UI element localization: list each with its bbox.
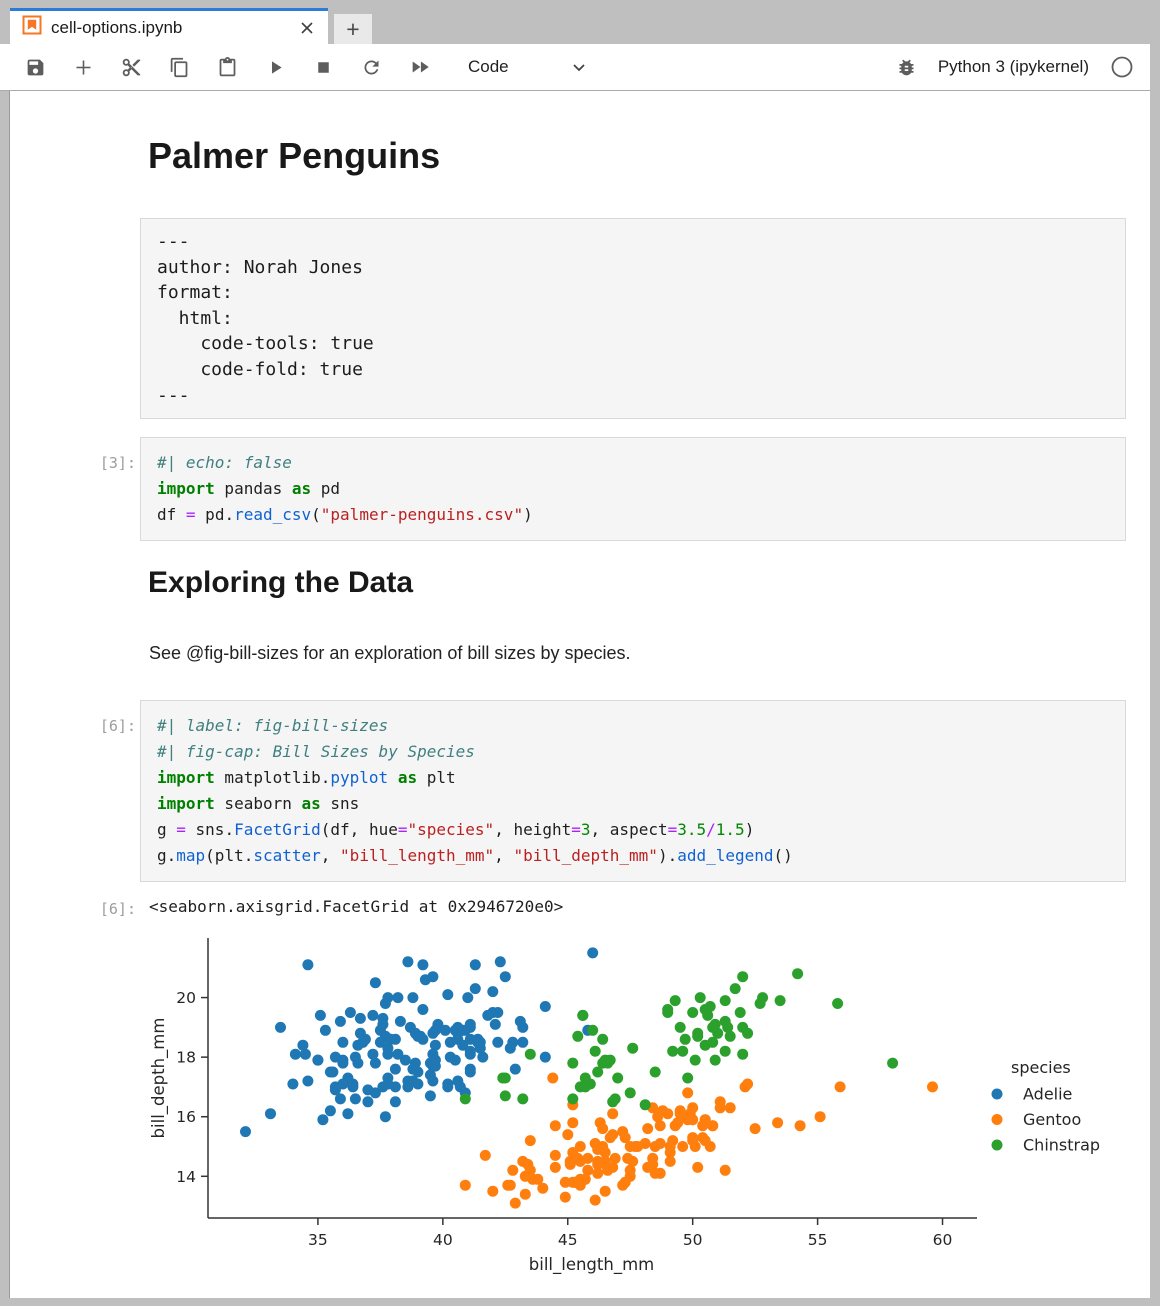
svg-text:bill_length_mm: bill_length_mm: [528, 1255, 655, 1274]
cell6-input-prompt: [6]:: [99, 717, 136, 735]
cell6-output-prompt: [6]:: [99, 900, 136, 918]
cell3-input-prompt: [3]:: [99, 454, 136, 472]
add-cell-icon: [73, 57, 94, 78]
scatter-plot-svg: [140, 930, 1130, 1290]
run-button[interactable]: [265, 57, 286, 78]
notebook-content: [9, 91, 1150, 1298]
notebook-icon: [22, 15, 42, 40]
svg-text:Chinstrap: Chinstrap: [1023, 1135, 1101, 1155]
svg-text:20: 20: [176, 989, 196, 1008]
cut-icon: [121, 57, 142, 78]
notebook-tab[interactable]: [10, 8, 328, 44]
code-cell-3[interactable]: #| echo: false import pandas as pd df = pd.read_csv("palmer-penguins.csv"): [140, 437, 1126, 541]
cell6-output-repr: <seaborn.axisgrid.FacetGrid at 0x2946720e0>: [149, 897, 564, 916]
run-icon: [265, 57, 286, 78]
kernel-group: [896, 55, 1150, 79]
svg-text:Adelie: Adelie: [1023, 1084, 1073, 1104]
svg-text:14: 14: [176, 1167, 196, 1186]
raw-yaml-cell[interactable]: --- author: Norah Jones format: html: code-tools: true code-fold: true ---: [140, 218, 1126, 419]
tab-title: cell-options.ipynb: [51, 17, 183, 37]
markdown-paragraph: See @fig-bill-sizes for an exploration of bill sizes by species.: [149, 643, 631, 663]
add-cell-button[interactable]: [73, 57, 94, 78]
kernel-name[interactable]: Python 3 (ipykernel): [937, 57, 1089, 76]
kernel-status-icon[interactable]: [1110, 55, 1134, 79]
plus-icon: +: [346, 15, 360, 42]
stop-icon: [313, 57, 334, 78]
svg-text:18: 18: [176, 1048, 196, 1067]
paste-button[interactable]: [217, 57, 238, 78]
svg-text:16: 16: [176, 1108, 196, 1127]
svg-text:60: 60: [932, 1231, 953, 1249]
save-icon: [25, 57, 46, 78]
copy-button[interactable]: [169, 57, 190, 78]
copy-icon: [169, 57, 190, 78]
stop-button[interactable]: [313, 57, 334, 78]
cut-button[interactable]: [121, 57, 142, 78]
bug-icon: [896, 57, 917, 78]
chevron-down-icon: [571, 59, 587, 75]
code-cell-6[interactable]: #| label: fig-bill-sizes #| fig-cap: Bill Sizes by Species import matplotlib.pyplot as plt import seaborn as sns g = sns.FacetGrid(df, hue="species", height=3, aspect=3.5/1.5) g.map(plt.scatter, "bill_length_mm", "bill_depth_mm").add_legend(): [140, 700, 1126, 882]
restart-kernel-button[interactable]: [361, 57, 382, 78]
svg-text:species: species: [1011, 1058, 1071, 1077]
scatter-figure: [140, 930, 1130, 1290]
save-button[interactable]: [25, 57, 46, 78]
debugger-button[interactable]: [896, 57, 917, 78]
new-tab-button[interactable]: [334, 14, 372, 44]
paste-icon: [217, 57, 238, 78]
svg-text:45: 45: [557, 1231, 578, 1249]
heading-palmer-penguins: Palmer Penguins: [148, 135, 441, 176]
notebook-toolbar: [0, 44, 1150, 91]
svg-text:40: 40: [432, 1231, 453, 1249]
svg-text:55: 55: [807, 1231, 828, 1249]
tab-bar: [0, 0, 1160, 44]
run-all-button[interactable]: [409, 56, 431, 78]
svg-text:bill_depth_mm: bill_depth_mm: [149, 1017, 168, 1139]
heading-exploring-the-data: Exploring the Data: [148, 566, 414, 599]
cell-type-label: Code: [468, 57, 509, 76]
svg-text:Gentoo: Gentoo: [1023, 1110, 1082, 1129]
cell-type-dropdown[interactable]: [468, 57, 587, 77]
svg-text:35: 35: [308, 1231, 328, 1249]
run-all-icon: [409, 56, 431, 78]
svg-text:50: 50: [682, 1231, 703, 1249]
restart-icon: [361, 57, 382, 78]
close-icon[interactable]: [298, 19, 316, 37]
